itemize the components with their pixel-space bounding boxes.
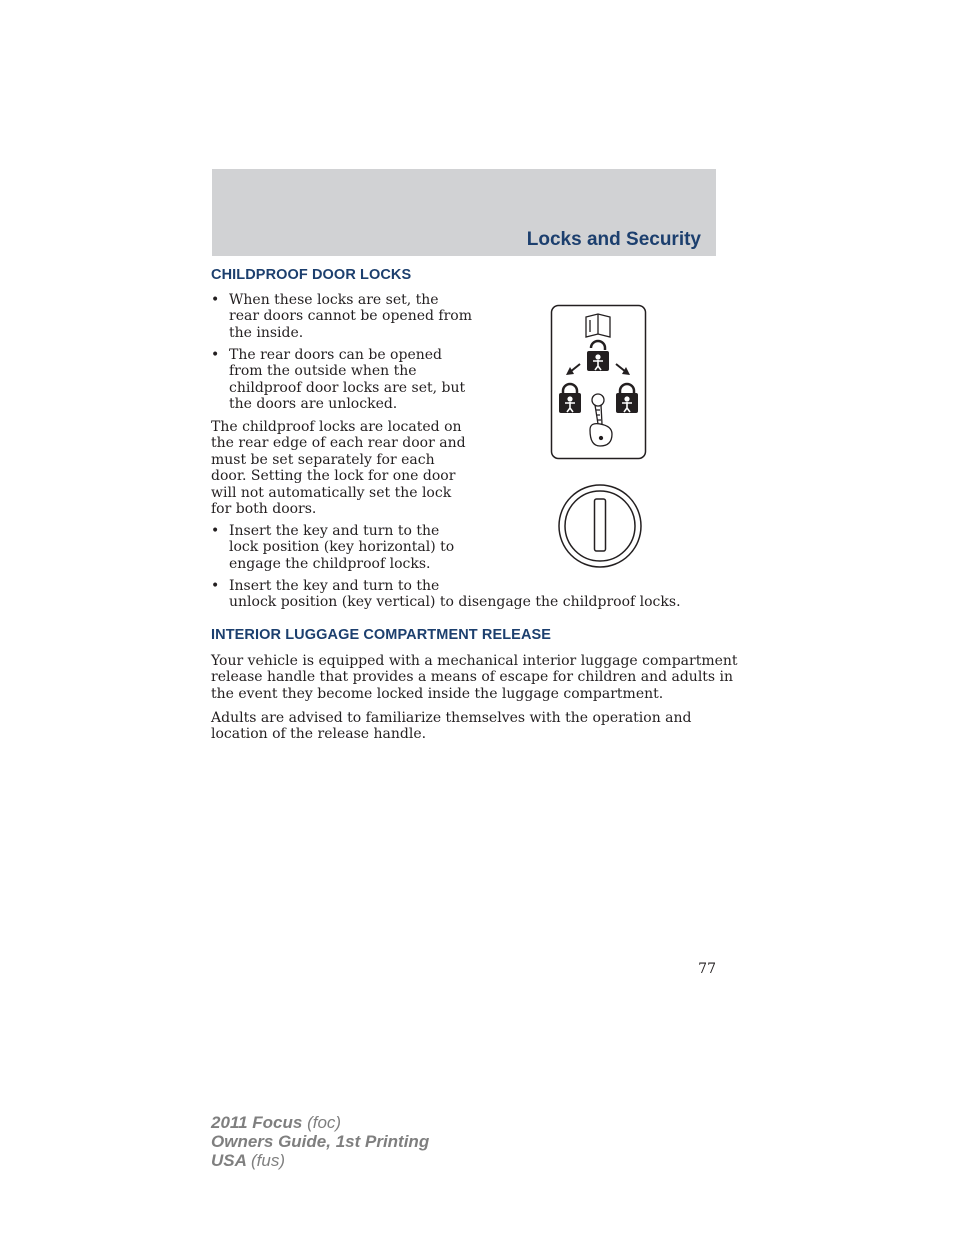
footer-market-code: (fus) [251, 1151, 285, 1170]
text-line: the inside. [229, 324, 304, 341]
text-line: from the outside when the [229, 363, 417, 380]
text-line: When these locks are set, the [229, 292, 439, 308]
text-line: Adults are advised to familiarize themselves with the operation and [211, 710, 692, 726]
luggage-paragraph-1 [211, 653, 738, 702]
footer-market: USA [211, 1151, 247, 1170]
text-line: unlock position (key vertical) to disengage the childproof locks. [229, 594, 681, 611]
text-line: Insert the key and turn to the [229, 578, 440, 594]
text-line: the doors are unlocked. [229, 396, 398, 413]
lock-cylinder-illustration [557, 483, 643, 569]
text-line: location of the release handle. [211, 726, 427, 743]
text-line: the rear edge of each rear door and [211, 435, 466, 452]
childproof-paragraph [211, 419, 466, 517]
text-line: Your vehicle is equipped with a mechanical interior luggage compartment [211, 653, 738, 669]
text-line: lock position (key horizontal) to [229, 539, 455, 556]
text-line: will not automatically set the lock [211, 484, 452, 501]
bullet-item [229, 292, 472, 341]
childproof-heading: CHILDPROOF DOOR LOCKS [211, 267, 412, 283]
text-line: rear doors cannot be opened from [229, 308, 473, 325]
section-title: Locks and Security [526, 229, 701, 250]
text-line: door. Setting the lock for one door [211, 468, 456, 485]
bullet-marker: • [211, 523, 220, 539]
bullet-marker: • [211, 292, 220, 308]
text-line: for both doors. [211, 501, 317, 518]
text-line: The childproof locks are located on [211, 419, 462, 435]
document-footer [211, 1113, 429, 1170]
footer-line [211, 1132, 429, 1151]
footer-model-code: (foc) [307, 1113, 342, 1132]
footer-model: 2011 Focus [211, 1113, 303, 1132]
bullet-item [229, 523, 454, 572]
section-header-band [212, 169, 716, 256]
key-slot-vertical [595, 499, 606, 551]
text-line: engage the childproof locks. [229, 555, 431, 572]
luggage-release-heading: INTERIOR LUGGAGE COMPARTMENT RELEASE [211, 627, 552, 643]
page-number: 77 [698, 961, 716, 977]
text-line: The rear doors can be opened [229, 347, 442, 363]
bullet-marker: • [211, 578, 220, 594]
text-line: Insert the key and turn to the [229, 523, 440, 539]
footer-line [211, 1113, 429, 1132]
text-line: must be set separately for each [211, 451, 435, 468]
text-line: release handle that provides a means of escape for children and adults in [211, 669, 734, 686]
childproof-lock-label-illustration [550, 304, 647, 460]
text-line: the event they become locked inside the luggage compartment. [211, 685, 664, 702]
bullet-marker: • [211, 347, 220, 363]
luggage-paragraph-2 [211, 710, 692, 743]
footer-edition: Owners Guide, 1st Printing [211, 1132, 430, 1151]
footer-line [211, 1151, 429, 1170]
text-line: childproof door locks are set, but [229, 379, 466, 396]
bullet-item [229, 578, 681, 611]
bullet-item [229, 347, 465, 413]
